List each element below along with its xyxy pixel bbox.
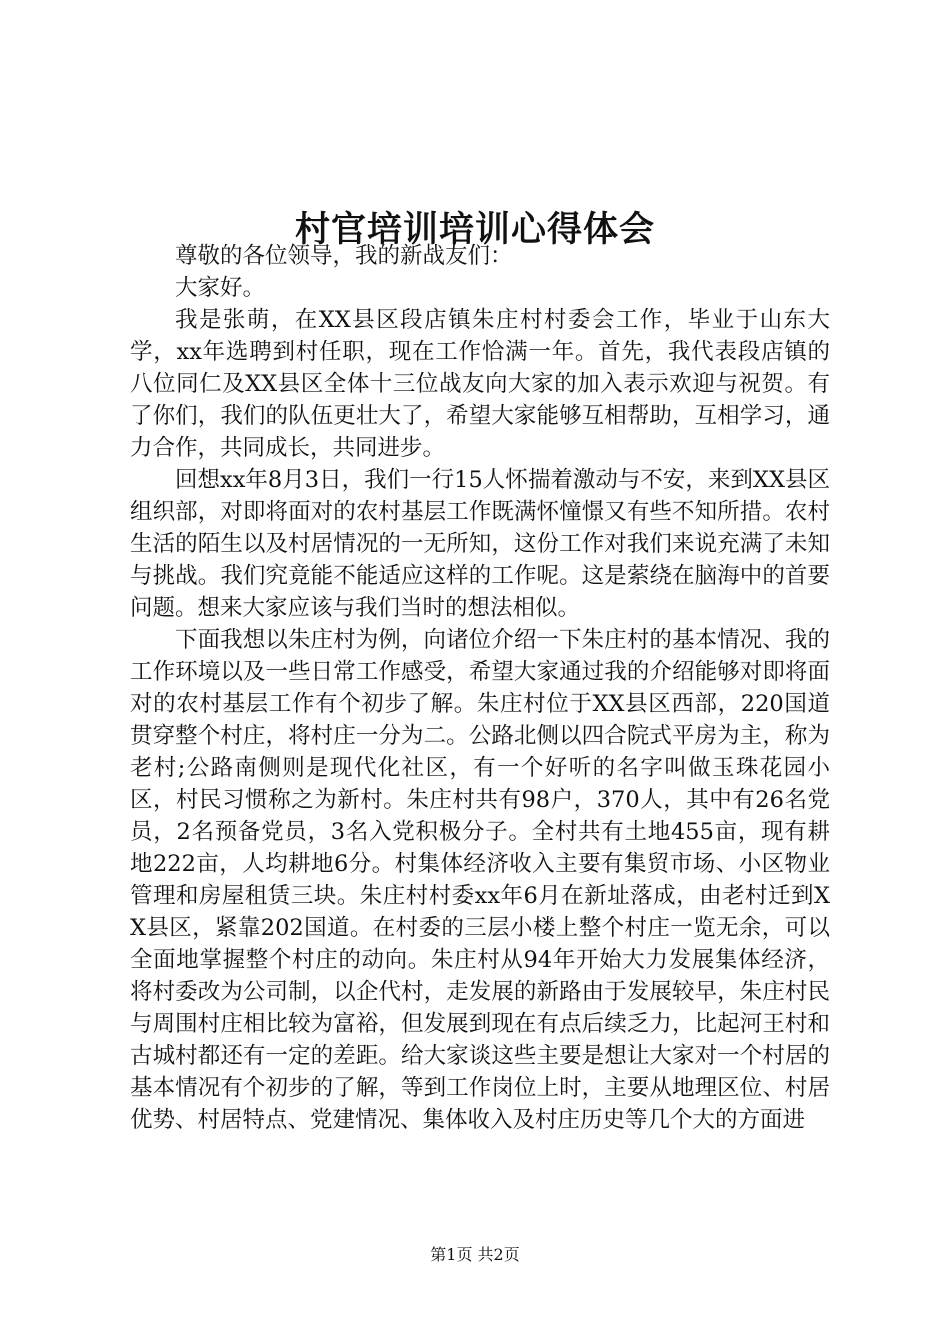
paragraph-salutation: 尊敬的各位领导，我的新战友们：	[175, 243, 513, 269]
page-footer: 第1页 共2页	[430, 1245, 520, 1264]
document-body	[130, 240, 830, 1136]
paragraph-recollection: 回想xx年8月3日，我们一行15人怀揣着激动与不安，来到XX县区组织部，对即将面对的农村基层工作既满怀憧憬又有些不知所措。农村生活的陌生以及村居情况的一无所知，这份工作对我们来说充满了未知与挑战。我们究竟能不能适应这样的工作呢。这是萦绕在脑海中的首要问题。想来大家应该与我们当时的想法相似。	[130, 467, 830, 621]
paragraph-village-overview: 下面我想以朱庄村为例，向诸位介绍一下朱庄村的基本情况、我的工作环境以及一些日常工作感受，希望大家通过我的介绍能够对即将面对的农村基层工作有个初步了解。朱庄村位于XX县区西部，220国道贯穿整个村庄，将村庄一分为二。公路北侧以四合院式平房为主，称为老村;公路南侧则是现代化社区，有一个好听的名字叫做玉珠花园小区，村民习惯称之为新村。朱庄村共有98户，370人，其中有26名党员，2名预备党员，3名入党积极分子。全村共有土地455亩，现有耕地222亩，人均耕地6分。村集体经济收入主要有集贸市场、小区物业管理和房屋租赁三块。朱庄村村委xx年6月在新址落成，由老村迁到XX县区，紧靠202国道。在村委的三层小楼上整个村庄一览无余，可以全面地掌握整个村庄的动向。朱庄村从94年开始大力发展集体经济，将村委改为公司制，以企代村，走发展的新路由于发展较早，朱庄村民与周围村庄相比较为富裕，但发展到现在有点后续乏力，比起河王村和古城村都还有一定的差距。给大家谈这些主要是想让大家对一个村居的基本情况有个初步的了解，等到工作岗位上时，主要从地理区位、村居优势、村居特点、党建情况、集体收入及村庄历史等几个大的方面进	[130, 627, 830, 1133]
paragraph-greeting: 大家好。	[175, 275, 266, 301]
document-title: 村官培训培训心得体会	[294, 209, 655, 251]
paragraph-introduction: 我是张萌，在XX县区段店镇朱庄村村委会工作，毕业于山东大学，xx年选聘到村任职，现在工作恰满一年。首先，我代表段店镇的八位同仁及XX县区全体十三位战友向大家的加入表示欢迎与祝贺。有了你们，我们的队伍更壮大了，希望大家能够互相帮助，互相学习，通力合作，共同成长，共同进步。	[130, 307, 830, 461]
